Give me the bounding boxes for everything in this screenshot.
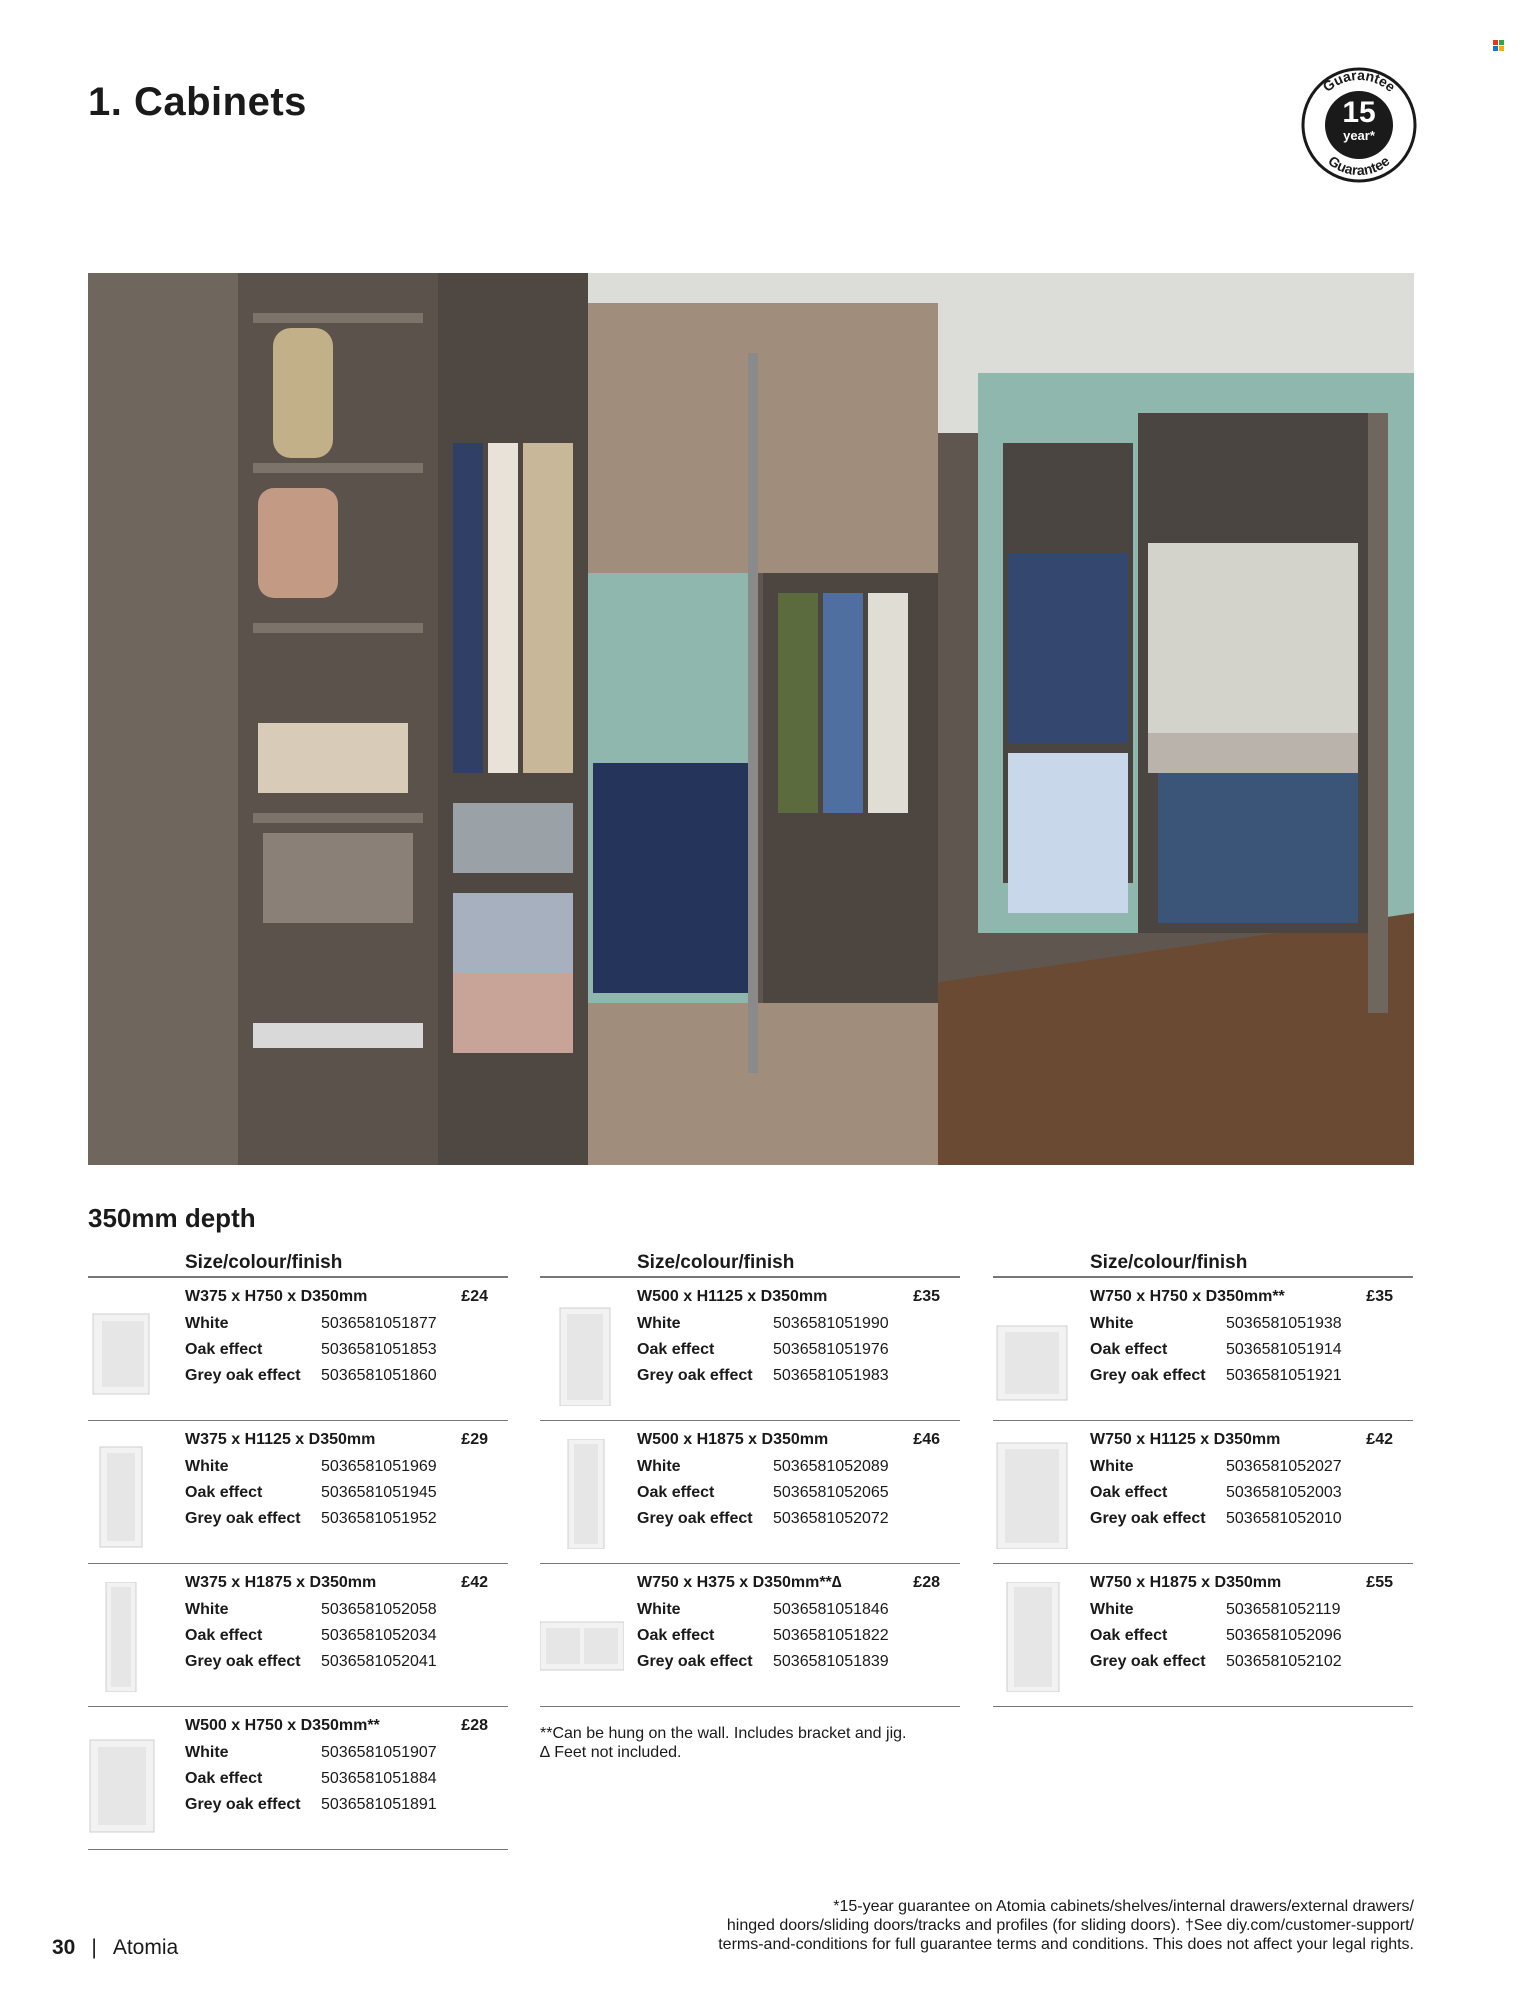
wardrobe-photo (88, 273, 1414, 1165)
footnote-wall-hung: **Can be hung on the wall. Includes bracket and jig. (540, 1725, 907, 1742)
variant-grey-oak: Grey oak effect 5036581051860 (185, 1367, 437, 1384)
variant-white: White 5036581052058 (185, 1601, 437, 1618)
product-size: W750 x H1875 x D350mm (1090, 1574, 1282, 1591)
variant-grey-oak: Grey oak effect 5036581052072 (637, 1510, 889, 1527)
product-row (993, 1564, 1413, 1707)
cabinet-square-icon (993, 1296, 1077, 1406)
legal-text (594, 1897, 1414, 1954)
column-header: Size/colour/finish (185, 1252, 343, 1273)
product-row (88, 1421, 508, 1564)
variant-oak: Oak effect 5036581052096 (1090, 1627, 1342, 1644)
footnote-feet: ∆ Feet not included. (540, 1744, 682, 1761)
product-column-2 (540, 1250, 960, 1707)
product-price: £42 (461, 1574, 488, 1591)
product-column-3 (993, 1250, 1413, 1707)
variant-grey-oak: Grey oak effect 5036581051952 (185, 1510, 437, 1527)
variant-white: White 5036581051938 (1090, 1315, 1342, 1332)
column-header: Size/colour/finish (637, 1252, 795, 1273)
svg-text:Guarantee (1320, 67, 1399, 95)
cabinet-tall-icon (88, 1582, 172, 1692)
variant-oak: Oak effect 5036581052003 (1090, 1484, 1342, 1501)
product-row (993, 1421, 1413, 1564)
product-size: W375 x H1125 x D350mm (185, 1431, 376, 1448)
variant-oak: Oak effect 5036581051853 (185, 1341, 437, 1358)
variant-white: White 5036581052119 (1090, 1601, 1341, 1618)
product-price: £35 (1366, 1288, 1393, 1305)
variant-oak: Oak effect 5036581051884 (185, 1770, 437, 1787)
variant-white: White 5036581052027 (1090, 1458, 1342, 1475)
page-footer (52, 1936, 178, 1960)
product-price: £24 (461, 1288, 488, 1305)
product-size: W375 x H750 x D350mm (185, 1288, 368, 1305)
variant-grey-oak: Grey oak effect 5036581052102 (1090, 1653, 1342, 1670)
legal-line: terms-and-conditions for full guarantee terms and conditions. This does not affect your legal rights. (718, 1936, 1414, 1953)
page-title: 1. Cabinets (88, 80, 307, 124)
product-price: £29 (461, 1431, 488, 1448)
cabinet-short-icon (88, 1296, 172, 1406)
legal-line: *15-year guarantee on Atomia cabinets/shelves/internal drawers/external drawers/ (833, 1898, 1414, 1915)
variant-oak: Oak effect 5036581051976 (637, 1341, 889, 1358)
variant-white: White 5036581052089 (637, 1458, 889, 1475)
variant-grey-oak: Grey oak effect 5036581051839 (637, 1653, 889, 1670)
variant-white: White 5036581051877 (185, 1315, 437, 1332)
product-column-1 (88, 1250, 508, 1850)
product-size: W500 x H1875 x D350mm (637, 1431, 829, 1448)
brand-mark-icon (1493, 40, 1505, 52)
variant-white: White 5036581051846 (637, 1601, 889, 1618)
product-row (88, 1278, 508, 1421)
variant-oak: Oak effect 5036581051945 (185, 1484, 437, 1501)
page-number: 30 (52, 1936, 76, 1959)
product-row (88, 1707, 508, 1850)
product-price: £35 (913, 1288, 940, 1305)
variant-white: White 5036581051990 (637, 1315, 889, 1332)
cabinet-wide-medium-icon (993, 1439, 1077, 1549)
product-row (540, 1564, 960, 1707)
product-size: W750 x H750 x D350mm** (1090, 1288, 1285, 1305)
product-size: W750 x H375 x D350mm**∆ (637, 1574, 842, 1591)
product-price: £46 (913, 1431, 940, 1448)
footer-section: Atomia (112, 1936, 179, 1959)
variant-oak: Oak effect 5036581052034 (185, 1627, 437, 1644)
product-row (540, 1278, 960, 1421)
variant-white: White 5036581051907 (185, 1744, 437, 1761)
product-price: £55 (1366, 1574, 1393, 1591)
cabinet-box-icon (88, 1725, 172, 1835)
badge-number: 15 (1342, 96, 1376, 129)
cabinet-wide-tall-icon (993, 1582, 1077, 1692)
variant-grey-oak: Grey oak effect 5036581052041 (185, 1653, 437, 1670)
product-row (540, 1421, 960, 1564)
product-price: £28 (913, 1574, 940, 1591)
guarantee-badge (1300, 66, 1418, 184)
section-title: 350mm depth (88, 1203, 256, 1233)
badge-year: year* (1343, 128, 1375, 143)
product-size: W375 x H1875 x D350mm (185, 1574, 377, 1591)
footnotes (540, 1724, 906, 1762)
variant-oak: Oak effect 5036581051822 (637, 1627, 889, 1644)
variant-grey-oak: Grey oak effect 5036581051891 (185, 1796, 437, 1813)
variant-grey-oak: Grey oak effect 5036581051921 (1090, 1367, 1342, 1384)
variant-grey-oak: Grey oak effect 5036581052010 (1090, 1510, 1342, 1527)
product-row (88, 1564, 508, 1707)
legal-line: hinged doors/sliding doors/tracks and profiles (for sliding doors). †See diy.com/customer-support/ (726, 1917, 1414, 1934)
footer-separator: | (91, 1936, 97, 1959)
badge-ring-top: Guarantee (1319, 66, 1399, 95)
variant-oak: Oak effect 5036581051914 (1090, 1341, 1342, 1358)
product-price: £28 (461, 1717, 488, 1734)
product-row (993, 1278, 1413, 1421)
cabinet-low-icon (540, 1582, 624, 1692)
variant-grey-oak: Grey oak effect 5036581051983 (637, 1367, 889, 1384)
product-size: W500 x H750 x D350mm** (185, 1717, 380, 1734)
cabinet-medium-icon (88, 1439, 172, 1549)
column-header: Size/colour/finish (1090, 1252, 1248, 1273)
cabinet-medium-icon (540, 1296, 624, 1406)
variant-oak: Oak effect 5036581052065 (637, 1484, 889, 1501)
product-size: W500 x H1125 x D350mm (637, 1288, 828, 1305)
variant-white: White 5036581051969 (185, 1458, 437, 1475)
product-size: W750 x H1125 x D350mm (1090, 1431, 1281, 1448)
badge-ring-bottom: Guarantee (1325, 152, 1393, 179)
cabinet-tall-icon (540, 1439, 624, 1549)
product-price: £42 (1366, 1431, 1393, 1448)
